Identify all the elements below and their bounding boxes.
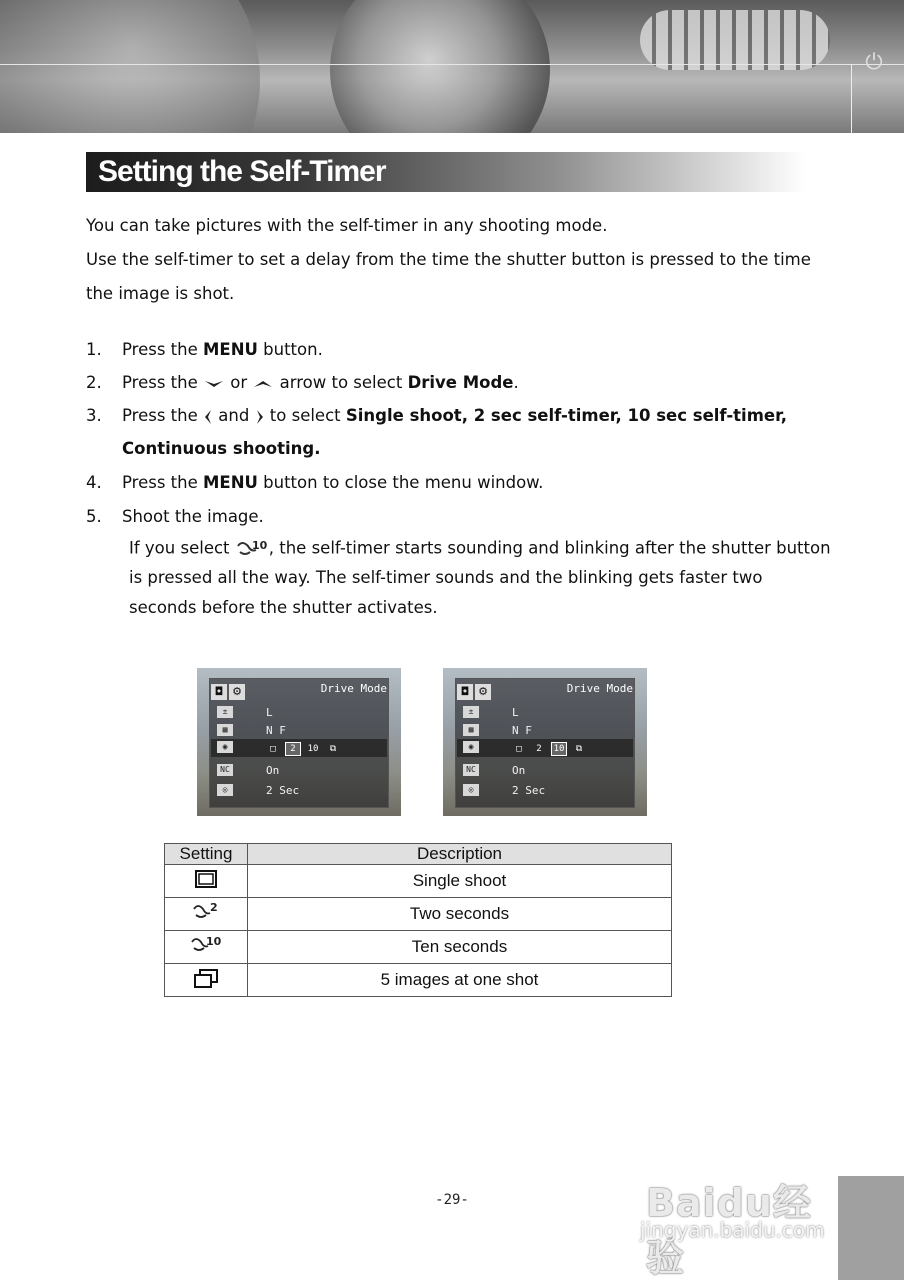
menu-row-eye: ◎ 2 Sec: [211, 782, 387, 800]
table-cell-description: Ten seconds: [248, 931, 672, 964]
section-title-bar: [86, 152, 806, 192]
table-cell-icon: [165, 964, 248, 997]
single-shot-icon: □: [516, 744, 522, 754]
menu-row-size: ± L: [457, 704, 633, 722]
camera-tab-icon: ◘: [457, 684, 473, 700]
camera-body-graphic: [0, 0, 260, 133]
header-rule: [0, 64, 904, 65]
left-arrow-icon: [203, 409, 213, 425]
step-4-number: 4.: [86, 473, 102, 492]
timer-10s-icon: [189, 933, 223, 957]
table-cell-description: Single shoot: [248, 865, 672, 898]
menu-row-nc: NC On: [211, 762, 387, 780]
noise-icon: NC: [463, 764, 479, 776]
timer-2s-icon: 2: [536, 744, 542, 754]
step-3-text: Press the and to select Single shoot, 2 sec self-timer, 10 sec self-timer,: [122, 406, 788, 425]
watermark-url: jingyan.baidu.com: [640, 1218, 825, 1242]
svg-text:10: 10: [251, 539, 268, 552]
table-row: [165, 931, 672, 964]
header-setting: Setting: [165, 844, 248, 865]
menu-header: Drive Mode: [320, 682, 387, 695]
size-icon: ±: [217, 706, 233, 718]
menu-row-size: ± L: [211, 704, 387, 722]
drive-mode-screen-2: [443, 668, 647, 816]
table-cell-description: 5 images at one shot: [248, 964, 672, 997]
eye-icon: ◎: [217, 784, 233, 796]
table-cell-icon: [165, 898, 248, 931]
size-icon: ±: [463, 706, 479, 718]
right-arrow-icon: [255, 409, 265, 425]
menu-row-quality: ▦ N F: [211, 722, 387, 740]
up-arrow-icon: [252, 378, 274, 390]
table-cell-icon: [165, 931, 248, 964]
menu-row-drive: [457, 739, 633, 757]
menu-header: Drive Mode: [566, 682, 633, 695]
step-4-text: Press the MENU button to close the menu window.: [122, 473, 544, 492]
intro-line-1: You can take pictures with the self-timer in any shooting mode.: [86, 216, 608, 235]
header-banner: [0, 0, 904, 133]
header-divider: [851, 64, 852, 133]
timer-2s-icon: 2: [286, 743, 300, 755]
continuous-shot-icon: ⧉: [329, 744, 337, 754]
camera-grip-graphic: [640, 10, 830, 70]
power-icon: ⏻: [865, 50, 883, 75]
step-3-number: 3.: [86, 406, 102, 425]
table-cell-icon: [165, 865, 248, 898]
continuous-shot-icon: ⧉: [575, 744, 583, 754]
menu-row-nc: NC On: [457, 762, 633, 780]
continuous-shot-icon: [193, 967, 219, 989]
watermark: [640, 1150, 850, 1280]
step-5-text: Shoot the image.: [122, 507, 264, 526]
drive-mode-screen-1: [197, 668, 401, 816]
page-number: -29-: [435, 1192, 469, 1208]
svg-text:10: 10: [206, 934, 222, 948]
down-arrow-icon: [203, 378, 225, 390]
menu-tabs: [457, 680, 495, 698]
drive-icon: ◉: [463, 741, 479, 753]
step-5-number: 5.: [86, 507, 102, 526]
intro-line-3: the image is shot.: [86, 284, 235, 303]
intro-line-2: Use the self-timer to set a delay from the time the shutter button is pressed to the time: [86, 250, 811, 269]
note-line-3: seconds before the shutter activates.: [129, 598, 438, 617]
step-3-text-cont: Continuous shooting.: [122, 439, 321, 458]
noise-icon: NC: [217, 764, 233, 776]
timer-10s-icon: 10: [553, 744, 565, 754]
drive-icon: ◉: [217, 741, 233, 753]
menu-row-eye: ◎ 2 Sec: [457, 782, 633, 800]
single-shot-icon: □: [270, 744, 276, 754]
camera-tab-icon: ◘: [211, 684, 227, 700]
table-row: [165, 865, 672, 898]
single-shot-icon: [194, 869, 218, 889]
quality-icon: ▦: [217, 724, 233, 736]
menu-row-quality: ▦ N F: [457, 722, 633, 740]
note-line-2: is pressed all the way. The self-timer sounds and the blinking gets faster two: [129, 568, 763, 587]
step-2-text: Press the or arrow to select Drive Mode.: [122, 373, 519, 392]
step-1-number: 1.: [86, 340, 102, 359]
section-title: Setting the Self-Timer: [98, 155, 386, 188]
note-line-1: If you select 10 , the self-timer starts sounding and blinking after the shutter button: [129, 536, 831, 562]
svg-text:2: 2: [210, 900, 218, 914]
eye-icon: ◎: [463, 784, 479, 796]
table-row: [165, 964, 672, 997]
table-row: [165, 898, 672, 931]
header-description: Description: [248, 844, 672, 865]
camera-lens-graphic: [330, 0, 550, 133]
timer-2s-icon: [191, 900, 221, 924]
menu-tabs: [211, 680, 249, 698]
quality-icon: ▦: [463, 724, 479, 736]
timer-10s-icon: [235, 536, 269, 562]
timer-10s-icon: 10: [307, 744, 319, 754]
step-1-text: Press the MENU button.: [122, 340, 323, 359]
watermark-brand: Baidu经验: [646, 1181, 812, 1280]
table-header-row: [165, 844, 672, 865]
setup-tab-icon: ⚙: [475, 684, 491, 700]
table-cell-description: Two seconds: [248, 898, 672, 931]
menu-row-drive: [211, 739, 387, 757]
setup-tab-icon: ⚙: [229, 684, 245, 700]
step-2-number: 2.: [86, 373, 102, 392]
settings-table: [164, 843, 672, 997]
